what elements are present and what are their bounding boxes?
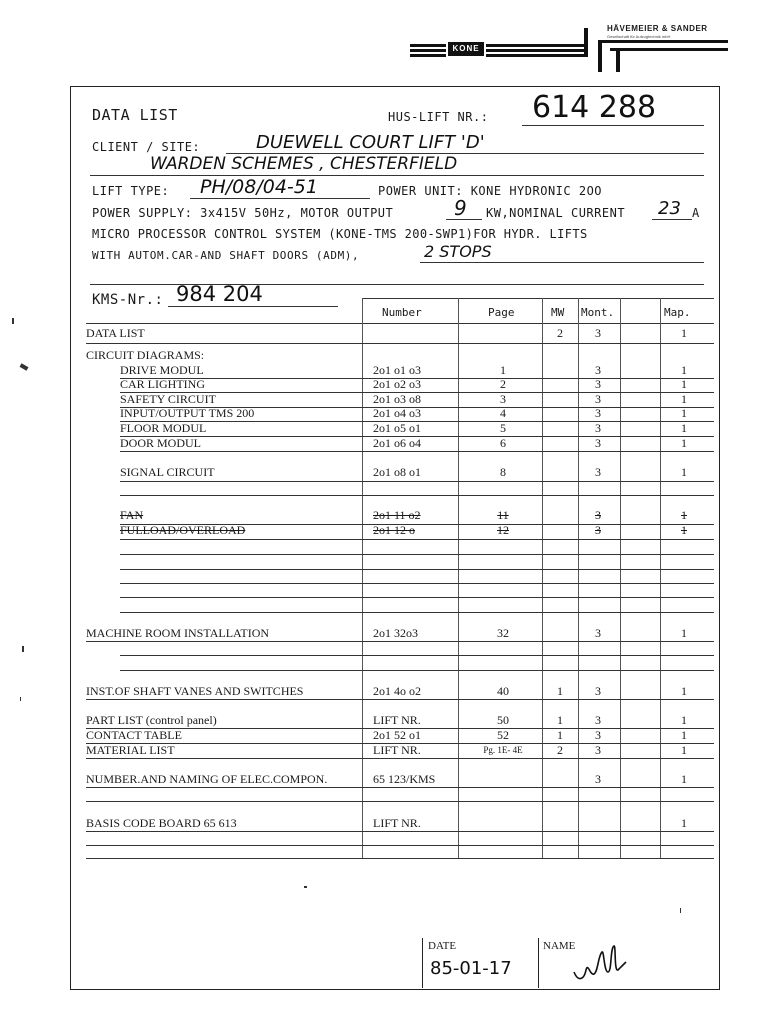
table-row: [86, 728, 712, 743]
logo-bracket-v3: [616, 48, 620, 72]
row-mont: 3: [595, 713, 601, 727]
row-label: MACHINE ROOM INSTALLATION: [86, 626, 270, 640]
row-map: 1: [681, 626, 687, 640]
th-page: Page: [488, 306, 515, 319]
row-mont: 3: [595, 728, 601, 742]
row-line: [86, 831, 714, 832]
row-map: 1: [681, 421, 687, 435]
row-mw: 2: [557, 743, 563, 757]
row-page: 4: [500, 406, 506, 420]
row-mw: 1: [557, 684, 563, 698]
row-label: BASIS CODE BOARD 65 613: [86, 816, 237, 830]
row-mont: 3: [595, 377, 601, 391]
doors-text: WITH AUTOM.CAR-AND SHAFT DOORS (ADM),: [92, 249, 360, 262]
row-map: 1: [681, 436, 687, 450]
row-label: FAN: [120, 508, 144, 522]
date-box-left: [422, 938, 423, 988]
motor-underline: [446, 219, 482, 220]
table-row-struck: [86, 508, 712, 523]
date-box-right: [538, 938, 539, 988]
row-number: 2o1 11 o2: [373, 508, 421, 522]
table-row: [86, 772, 712, 787]
row-page: 6: [500, 436, 506, 450]
table-row: [86, 421, 712, 436]
row-number: 65 123/KMS: [373, 772, 436, 786]
logo-bracket-h2: [610, 48, 728, 51]
row-label: DOOR MODUL: [120, 436, 201, 450]
row-number: 2o1 o4 o3: [373, 406, 421, 420]
row-line: [86, 699, 714, 700]
row-line: [86, 858, 714, 859]
lift-type-label: LIFT TYPE:: [92, 184, 170, 198]
th-number: Number: [382, 306, 422, 319]
row-number: LIFT NR.: [373, 713, 421, 727]
row-page: 52: [497, 728, 509, 742]
row-map: 1: [681, 363, 687, 377]
hus-underline: [522, 125, 704, 126]
row-map: 1: [681, 684, 687, 698]
row-mw: 1: [557, 728, 563, 742]
logo-bracket-v2: [598, 40, 602, 72]
kw-text: KW,NOMINAL CURRENT: [486, 206, 626, 220]
row-mont: 3: [595, 523, 601, 537]
row-map: 1: [681, 377, 687, 391]
row-number: 2o1 32o3: [373, 626, 418, 640]
row-line: [120, 597, 714, 598]
name-label: NAME: [543, 940, 576, 952]
row-page: 3: [500, 392, 506, 406]
row-mont: 3: [595, 772, 601, 786]
row-number: 2o1 52 o1: [373, 728, 421, 742]
form-frame: [70, 86, 720, 990]
row-map: 1: [681, 772, 687, 786]
row-mont: 3: [595, 406, 601, 420]
row-page: 8: [500, 465, 506, 479]
table-row: [86, 713, 712, 728]
logo-bracket-v: [584, 28, 588, 57]
row-map: 1: [681, 743, 687, 757]
row-page: Pg. 1E- 4E: [483, 745, 523, 755]
row-line: [120, 451, 714, 452]
date-label: DATE: [428, 940, 457, 952]
row-page: 50: [497, 713, 509, 727]
row-number: 2o1 4o o2: [373, 684, 421, 698]
row-page: 5: [500, 421, 506, 435]
logo-bar-r3: [486, 54, 586, 57]
row-map: 1: [681, 523, 687, 537]
row-label: MATERIAL LIST: [86, 743, 175, 757]
row-number: 2o1 o1 o3: [373, 363, 421, 377]
scan-speck: [20, 697, 21, 701]
row-mont: 3: [595, 436, 601, 450]
table-row: [86, 684, 712, 699]
row-number: 2o1 o5 o1: [373, 421, 421, 435]
row-label: SAFETY CIRCUIT: [120, 392, 216, 406]
lift-type-value: PH/08/04-51: [200, 176, 318, 198]
form-title: DATA LIST: [92, 106, 178, 124]
power-unit-label: POWER UNIT: KONE HYDRONIC 2OO: [378, 184, 603, 198]
client-value-1: DUEWELL COURT LIFT 'D': [256, 132, 485, 153]
table-row: [86, 326, 712, 341]
row-line: [120, 481, 714, 482]
stops-underline: [420, 262, 704, 263]
row-number: LIFT NR.: [373, 743, 421, 757]
scan-speck: [12, 318, 14, 324]
row-page: 11: [497, 508, 509, 522]
row-map: 1: [681, 465, 687, 479]
row-label: NUMBER.AND NAMING OF ELEC.COMPON.: [86, 772, 328, 786]
row-number: LIFT NR.: [373, 816, 421, 830]
row-line: [120, 569, 714, 570]
row-line: [86, 641, 714, 642]
table-row: [86, 377, 712, 392]
kms-value: 984 204: [176, 282, 263, 306]
row-label: PART LIST (control panel): [86, 713, 217, 727]
table-row: [86, 392, 712, 407]
scan-speck: [304, 886, 307, 888]
row-line: [86, 787, 714, 788]
row-mont: 3: [595, 326, 601, 340]
date-value: 85-01-17: [430, 958, 512, 979]
table-row: [86, 816, 712, 831]
row-mont: 3: [595, 743, 601, 757]
stops-value: 2 STOPS: [424, 242, 492, 261]
logo-bar-mid: [410, 49, 446, 52]
row-mw: 1: [557, 713, 563, 727]
row-label: INST.OF SHAFT VANES AND SWITCHES: [86, 684, 304, 698]
table-row: [86, 436, 712, 451]
row-line: [120, 495, 714, 496]
row-number: 2o1 12 o: [373, 523, 415, 537]
row-map: 1: [681, 392, 687, 406]
row-mont: 3: [595, 392, 601, 406]
logo-bar-r2: [486, 49, 586, 52]
client-label: CLIENT / SITE:: [92, 140, 201, 154]
current-underline: [652, 219, 692, 220]
th-mont: Mont.: [581, 306, 615, 319]
row-line: [86, 758, 714, 759]
row-mont: 3: [595, 626, 601, 640]
row-page: 40: [497, 684, 509, 698]
row-mont: 3: [595, 465, 601, 479]
logo-bracket-h: [598, 40, 728, 43]
row-map: 1: [681, 728, 687, 742]
scan-speck: [20, 363, 29, 370]
table-row: [86, 406, 712, 421]
row-line: [120, 554, 714, 555]
table-top-line: [362, 298, 714, 299]
row-map: 1: [681, 816, 687, 830]
row-map: 1: [681, 406, 687, 420]
hus-value: 614 288: [532, 90, 657, 125]
row-line: [120, 583, 714, 584]
current-value: 23: [658, 198, 681, 219]
company-name: HÄVEMEIER & SANDER: [607, 24, 708, 33]
client-underline-2: [90, 175, 704, 176]
row-line: [86, 845, 714, 846]
power-supply-text: POWER SUPPLY: 3x415V 50Hz, MOTOR OUTPUT: [92, 206, 394, 220]
kone-logo: KONE: [448, 42, 484, 56]
client-value-2: WARDEN SCHEMES , CHESTERFIELD: [150, 154, 458, 174]
row-label: FLOOR MODUL: [120, 421, 207, 435]
row-map: 1: [681, 508, 687, 522]
row-label: DRIVE MODUL: [120, 363, 204, 377]
logo-bar-r1: [486, 44, 586, 47]
table-row: [86, 363, 712, 378]
row-number: 2o1 o8 o1: [373, 465, 421, 479]
signature-icon: [570, 942, 630, 986]
logo-bar-bot: [410, 54, 446, 57]
table-row: [86, 348, 712, 363]
row-label: CONTACT TABLE: [86, 728, 182, 742]
micro-text: MICRO PROCESSOR CONTROL SYSTEM (KONE-TMS 200-SWP1)FOR HYDR. LIFTS: [92, 227, 588, 241]
row-map: 1: [681, 713, 687, 727]
row-page: 12: [497, 523, 509, 537]
hus-label: HUS-LIFT NR.:: [388, 110, 489, 124]
row-line: [86, 343, 714, 344]
table-row-struck: [86, 523, 712, 538]
company-tagline: Gesellschaft für Aufzugtechnik mbH: [607, 34, 671, 39]
row-label: FULLOAD/OVERLOAD: [120, 523, 246, 537]
amp-text: A: [692, 206, 700, 220]
table-row: [86, 743, 712, 758]
th-mw: MW: [551, 306, 565, 319]
row-page: 1: [500, 363, 506, 377]
row-mont: 3: [595, 684, 601, 698]
logo-bar-top: [410, 44, 446, 47]
row-number: 2o1 o6 o4: [373, 436, 421, 450]
row-label: INPUT/OUTPUT TMS 200: [120, 406, 255, 420]
lift-type-underline: [190, 198, 370, 199]
row-mont: 3: [595, 421, 601, 435]
row-label: CIRCUIT DIAGRAMS:: [86, 348, 205, 362]
table-row: [86, 626, 712, 641]
scan-speck: [680, 908, 681, 913]
row-line: [86, 801, 714, 802]
row-number: 2o1 o3 o8: [373, 392, 421, 406]
row-line: [120, 539, 714, 540]
motor-output-value: 9: [454, 196, 467, 220]
row-page: 32: [497, 626, 509, 640]
row-mw: 2: [557, 326, 563, 340]
row-label: CAR LIGHTING: [120, 377, 205, 391]
row-line: [120, 612, 714, 613]
row-page: 2: [500, 377, 506, 391]
row-mont: 3: [595, 508, 601, 522]
row-line: [120, 655, 714, 656]
row-number: 2o1 o2 o3: [373, 377, 421, 391]
table-row: [86, 465, 712, 480]
row-map: 1: [681, 326, 687, 340]
th-map: Map.: [664, 306, 691, 319]
row-label: DATA LIST: [86, 326, 145, 340]
scan-speck: [22, 646, 24, 652]
row-label: SIGNAL CIRCUIT: [120, 465, 215, 479]
row-mont: 3: [595, 363, 601, 377]
row-line: [120, 670, 714, 671]
kms-underline: [168, 306, 338, 307]
kms-label: KMS-Nr.:: [92, 292, 164, 308]
